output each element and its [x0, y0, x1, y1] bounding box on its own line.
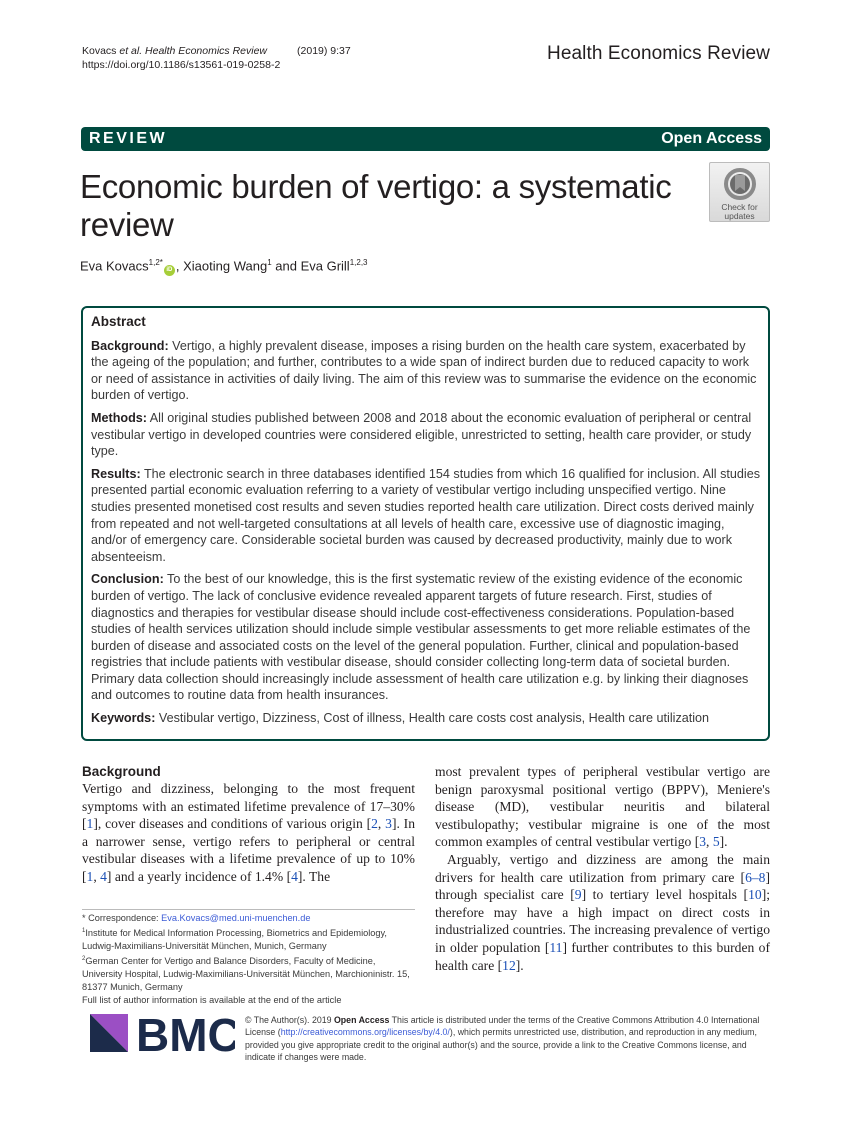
abstract-heading: Abstract: [91, 314, 146, 329]
body-paragraph: [82, 780, 415, 886]
body-text: ].: [515, 957, 524, 973]
body-text: ,: [706, 834, 713, 850]
license-text: This article is distributed under the terms of the Creative Commons Attribution 4.0 International License (: [245, 1015, 760, 1038]
citation-link[interactable]: 3: [699, 834, 707, 850]
journal-name: Health Economics Review: [547, 43, 770, 64]
body-text: ] further contributes to this burden of health care [: [435, 939, 771, 973]
section-label: Methods:: [91, 410, 147, 425]
citation-link[interactable]: 4: [291, 868, 298, 884]
section-text: The electronic search in three databases identified 154 studies from which 16 qualified for inclusion. All studies presented partial economic evaluation referring to a variety of vestibular vertigo including unspecified vertigo. Nine studies presented monetised cost results and seven studies reported health care utilization. Direct costs derived mainly from repeated and not well-targeted consultations at all levels of health care, excessive use of diagnostic imaging, and/or of emergency care. Considerable societal burden was caused by decreased productivity, mainly due to work absenteeism.: [91, 466, 761, 564]
author-affiliation: 1: [267, 258, 272, 267]
bmc-logo-text: BMC: [136, 1010, 235, 1056]
section-label: Results:: [91, 466, 141, 481]
article-type: REVIEW: [89, 130, 168, 147]
body-column-left: [82, 763, 415, 886]
author-footnotes: [82, 909, 415, 1007]
section-label: Background:: [91, 338, 169, 353]
section-heading-background: Background: [82, 764, 161, 779]
abstract-box: [81, 306, 770, 741]
header-journal-italic: et al. Health Economics Review: [119, 45, 268, 57]
citation-link[interactable]: 12: [502, 957, 516, 973]
citation-link[interactable]: 1: [86, 868, 94, 884]
check-updates-line2: updates: [724, 211, 755, 221]
license-text: ), which permits unrestricted use, distribution, and reproduction in any medium, provided you give appropriate credit to the original author(s) and the source, provide a link to the Creative Commons license, and indicate if changes were made.: [245, 1027, 757, 1062]
body-text: ,: [377, 816, 386, 832]
article-title: Economic burden of vertigo: a systematic review: [80, 168, 672, 243]
affiliation-number: 1: [82, 928, 86, 934]
citation-link[interactable]: 4: [100, 868, 107, 884]
citation-link[interactable]: 1: [86, 816, 94, 832]
body-text: ]. In a narrower sense, vertigo refers to peripheral or central vestibular diseases with a lifetime prevalence of up to 10% [: [82, 816, 416, 884]
bmc-logo: [90, 1010, 235, 1061]
section-text: Vertigo, a highly prevalent disease, imposes a rising burden on the health care system, exacerbated by the ageing of the population; and further, contributes to a wide span of indirect burden due to reduced capacity to work or need of assistance in activities of daily living. The aim of this review was to summarise the evidence on the economic burden of vertigo.: [91, 338, 757, 403]
citation-link[interactable]: 5: [712, 834, 720, 850]
citation-link[interactable]: 2: [371, 816, 378, 832]
author-name: Eva Grill: [300, 258, 350, 274]
copyright-text: © The Author(s). 2019: [245, 1015, 334, 1025]
body-text: ] and a yearly incidence of 1.4% [: [106, 868, 292, 884]
check-for-updates-badge[interactable]: [709, 162, 770, 222]
correspondence-label: * Correspondence:: [82, 913, 162, 923]
body-text: Vertigo and dizziness, belonging to the most frequent symptoms with an estimated lifetime prevalence of 17–30% [: [82, 781, 415, 832]
citation-link[interactable]: 10: [748, 887, 762, 903]
body-text: ].: [719, 834, 728, 850]
license-url-link[interactable]: http://creativecommons.org/licenses/by/4.0/: [280, 1027, 450, 1038]
running-header: [82, 44, 351, 72]
author-separator: and: [271, 258, 301, 274]
section-text: To the best of our knowledge, this is the first systematic review of the existing evidence of the economic burden of vertigo. The lack of conclusive evidence revealed apparent targets of future research. First, studies of diagnostics and therapies for vestibular disease should include cost-effectiveness considerations. Population-based studies of health services utilization should include simple vestibular assessments to get more reliable estimates of the burden of disease and associated costs on the level of the general population. Further, clinical and population-based registries that include patients with vestibular disease, should consider collecting long-term data of societal burden. Primary data collection should increasingly include assessment of health care utilization e.g. by linking their diagnoses and outcomes to routine data from health insurances.: [91, 572, 751, 703]
correspondence-email-link[interactable]: Eva.Kovacs@med.uni-muenchen.de: [161, 913, 311, 923]
abstract-keywords: [91, 710, 760, 727]
body-text: ]; therefore may have a high impact on direct costs in industrialized countries. The increasing prevalence of vertigo in older population [: [435, 887, 770, 955]
license-statement: [245, 1014, 770, 1063]
body-text: ,: [93, 868, 101, 884]
affiliation-1: Institute for Medical Information Processing, Biometrics and Epidemiology, Ludwig-Maximilians-Universität München, Munich, Germany: [82, 928, 387, 952]
body-text: ]. The: [297, 868, 331, 884]
abstract-methods: [91, 410, 760, 460]
author-list: [80, 258, 368, 276]
check-updates-icon: [723, 167, 757, 201]
citation-link[interactable]: 3: [385, 816, 392, 832]
author-separator: ,: [175, 258, 184, 274]
body-column-right: [435, 763, 770, 974]
author-affiliation: 1,2,3: [349, 258, 368, 267]
bmc-logo-mark: [90, 1010, 235, 1056]
section-label: Conclusion:: [91, 572, 164, 587]
abstract-results: [91, 466, 760, 566]
header-volume: (2019) 9:37: [297, 45, 351, 57]
header-author: Kovacs: [82, 45, 120, 57]
author-name: Xiaoting Wang: [183, 258, 268, 274]
abstract-conclusion: [91, 571, 760, 704]
body-text: ], cover diseases and conditions of various origin [: [93, 816, 372, 832]
body-paragraph: [435, 851, 770, 974]
citation-link[interactable]: 9: [574, 887, 582, 903]
body-paragraph: [435, 763, 770, 851]
author-name: Eva Kovacs: [80, 258, 149, 274]
body-text: ] through specialist care [: [435, 869, 770, 903]
article-type-banner: [81, 127, 770, 151]
check-updates-line1: Check for: [721, 202, 758, 212]
full-author-info-note: Full list of author information is available at the end of the article: [82, 995, 342, 1006]
open-access-label: Open Access: [661, 130, 762, 147]
citation-link[interactable]: 11: [549, 939, 563, 955]
body-text: Arguably, vertigo and dizziness are among the main drivers for health care utilization from primary care [: [435, 851, 770, 885]
citation-link[interactable]: 6–8: [745, 869, 766, 885]
section-text: Vestibular vertigo, Dizziness, Cost of illness, Health care costs cost analysis, Health care utilization: [155, 711, 710, 726]
header-doi-link[interactable]: https://doi.org/10.1186/s13561-019-0258-2: [82, 59, 281, 71]
body-text: ] to tertiary level hospitals [: [581, 887, 749, 903]
body-text: most prevalent types of peripheral vestibular vertigo are benign paroxysmal positional vertigo (BPPV), Meniere's disease (MD), vestibular neuritis and bilateral vestibulopathy; vestibular migraine is one of the most common examples of central vestibular vertigo [: [435, 764, 770, 850]
author-affiliation: 1,2*: [148, 258, 163, 267]
section-text: All original studies published between 2008 and 2018 about the economic evaluation of peripheral or central vestibular vertigo in developed countries were considered eligible, unrestricted to setting, health care provider, or study type.: [91, 410, 752, 459]
affiliation-number: 2: [82, 956, 86, 963]
license-open-access: Open Access: [333, 1015, 390, 1025]
orcid-icon[interactable]: iD: [164, 265, 175, 276]
abstract-background: [91, 338, 760, 404]
section-label: Keywords:: [91, 711, 156, 726]
affiliation-2: German Center for Vertigo and Balance Disorders, Faculty of Medicine, University Hospital, Ludwig-Maximilians-Universität München, Marchioninistr. 15, 81377 Munich, Germany: [82, 956, 410, 993]
